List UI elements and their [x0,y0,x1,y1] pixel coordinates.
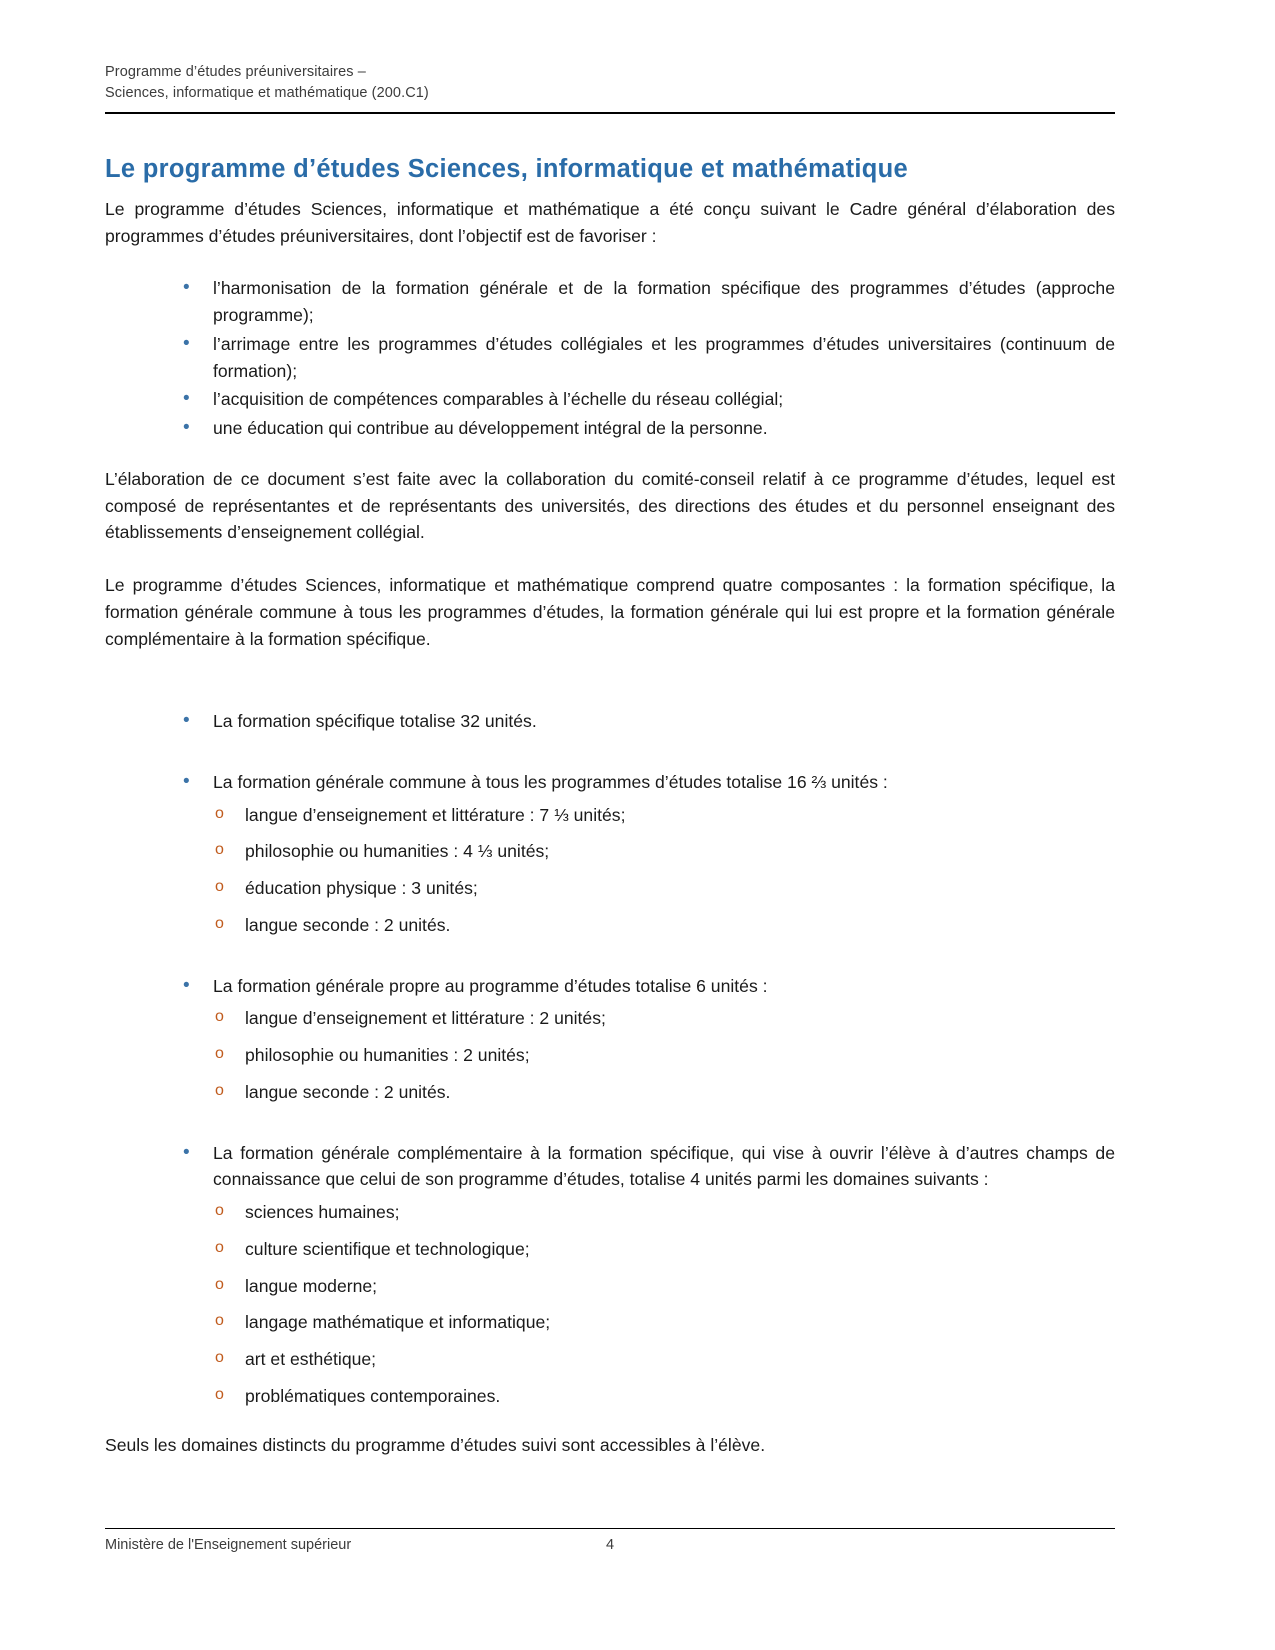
component-heading: • La formation spécifique totalise 32 unités. [105,708,1115,735]
component-sublist [105,802,1115,939]
header-line-1: Programme d’études préuniversitaires – [105,64,366,80]
component-sublist [105,1199,1115,1409]
component-group-propre [105,973,1115,1106]
closing-paragraph: Seuls les domaines distincts du programme d’études suivi sont accessibles à l’élève. [105,1434,766,1455]
objectives-list [105,275,1115,441]
component-heading: • La formation générale commune à tous les programmes d’études totalise 16 ⅔ unités : [105,769,1115,796]
list-item: o langue seconde : 2 unités. [105,912,1115,939]
list-item: o philosophie ou humanities : 4 ⅓ unités; [105,838,1115,865]
spacer [105,678,1115,708]
list-item: o culture scientifique et technologique; [105,1236,1115,1263]
list-item: o philosophie ou humanities : 2 unités; [105,1042,1115,1069]
list-item: • une éducation qui contribue au développement intégral de la personne. [105,415,1115,442]
list-item: • l’harmonisation de la formation générale et de la formation spécifique des programmes d’études (approche programme); [105,275,1115,328]
component-group-specific [105,708,1115,735]
list-item: o langue d’enseignement et littérature : 7 ⅓ unités; [105,802,1115,829]
list-item: o langue d’enseignement et littérature : 2 unités; [105,1005,1115,1032]
component-group-common [105,769,1115,939]
committee-paragraph: L’élaboration de ce document s’est faite avec la collaboration du comité-conseil relatif à ce programme d’études, lequel est composé de représentantes et de représentants des universités, des directions des études et du personnel enseignant des établissements d’enseignement collégial. [105,468,1115,543]
list-item: o langage mathématique et informatique; [105,1309,1115,1336]
list-item: o éducation physique : 3 unités; [105,875,1115,902]
component-heading: • La formation générale propre au programme d’études totalise 6 unités : [105,973,1115,1000]
component-heading: • La formation générale complémentaire à la formation spécifique, qui vise à ouvrir l’élève à d’autres champs de connaissance que celui de son programme d’études, totalise 4 unités parmi les domaines suivants : [105,1140,1115,1193]
list-item: o problématiques contemporaines. [105,1383,1115,1410]
document-body [105,196,1115,1458]
components-paragraph: Le programme d’études Sciences, informatique et mathématique comprend quatre composantes : la formation spécifique, la formation générale commune à tous les programmes d’études, la formation générale qui lui est propre et la formation générale complémentaire à la formation spécifique. [105,575,1115,649]
page-title: Le programme d’études Sciences, informatique et mathématique [105,155,909,184]
header-divider [105,112,1115,114]
component-group-complementaire [105,1140,1115,1410]
page-header [105,62,1115,104]
list-item: • l’acquisition de compétences comparables à l’échelle du réseau collégial; [105,386,1115,413]
component-sublist [105,1005,1115,1105]
list-item: o langue seconde : 2 unités. [105,1079,1115,1106]
list-item: o sciences humaines; [105,1199,1115,1226]
header-line-2: Sciences, informatique et mathématique (200.C1) [105,85,429,102]
intro-paragraph: Le programme d’études Sciences, informatique et mathématique a été conçu suivant le Cadre général d’élaboration des programmes d’études préuniversitaires, dont l’objectif est de favoriser : [105,199,1115,246]
footer-page-number: 4 [605,1537,615,1553]
list-item: o langue moderne; [105,1273,1115,1300]
page-footer [105,1537,1115,1553]
footer-divider [105,1528,1115,1529]
footer-ministry: Ministère de l'Enseignement supérieur [105,1537,352,1553]
list-item: o art et esthétique; [105,1346,1115,1373]
list-item: • l’arrimage entre les programmes d’études collégiales et les programmes d’études universitaires (continuum de formation); [105,331,1115,384]
